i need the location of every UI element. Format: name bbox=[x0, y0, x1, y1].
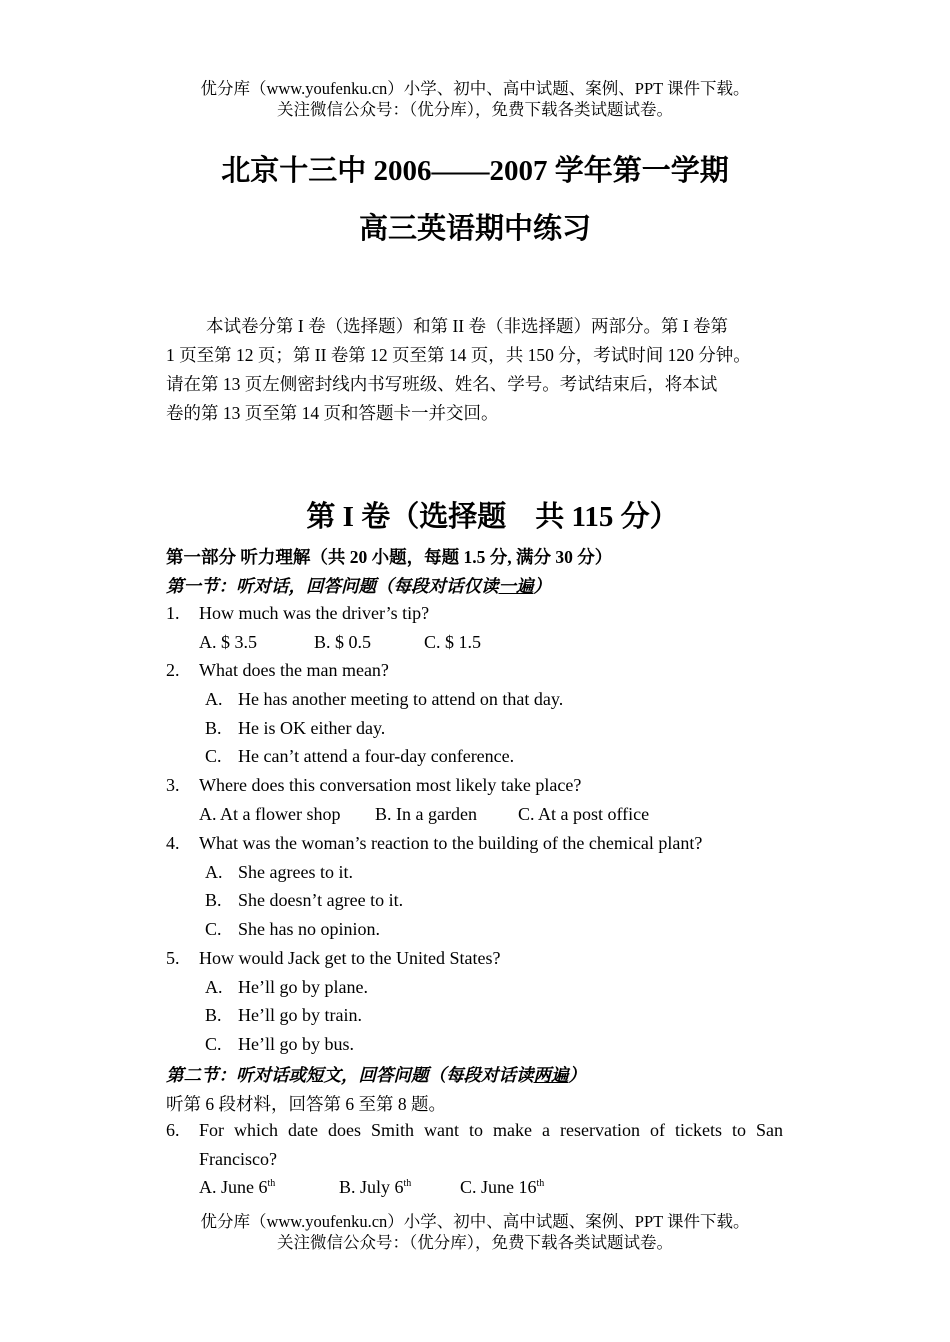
option-letter: A. bbox=[205, 977, 223, 997]
option-letter: C. bbox=[205, 1034, 222, 1054]
option-letter: A. bbox=[205, 862, 223, 882]
option-base: A. June 6 bbox=[199, 1177, 268, 1197]
section-1-underlined: 一遍 bbox=[498, 576, 534, 596]
section-1-suffix: ） bbox=[533, 576, 551, 596]
option-letter: B. bbox=[205, 890, 222, 910]
option: C. $ 1.5 bbox=[424, 632, 482, 652]
question-number: 5. bbox=[166, 948, 180, 968]
option: C. At a post office bbox=[518, 804, 650, 824]
option-sup: th bbox=[267, 1178, 276, 1189]
option-letter: B. bbox=[205, 718, 222, 738]
instruction-line: 1 页至第 12 页；第 II 卷第 12 页至第 14 页，共 150 分，考试时间 120 分钟。 bbox=[166, 345, 751, 365]
section-1-prefix: 第一节：听对话，回答问题（每段对话仅读 bbox=[166, 576, 499, 596]
option-text: She doesn’t agree to it. bbox=[238, 890, 404, 910]
option-letter: C. bbox=[205, 919, 222, 939]
option: B. In a garden bbox=[375, 804, 477, 824]
instruction-line: 请在第 13 页左侧密封线内书写班级、姓名、学号。考试结束后，将本试 bbox=[166, 374, 718, 394]
instruction-line: 本试卷分第 I 卷（选择题）和第 II 卷（非选择题）两部分。第 I 卷第 bbox=[206, 316, 729, 336]
exam-subtitle: 高三英语期中练习 bbox=[358, 213, 591, 245]
option-letter: B. bbox=[205, 1005, 222, 1025]
option-text: She agrees to it. bbox=[238, 862, 353, 882]
question-text: What does the man mean? bbox=[199, 660, 389, 680]
part-1-title: 第一部分 听力理解（共 20 小题，每题 1.5 分, 满分 30 分） bbox=[166, 547, 613, 567]
section-2-underlined: 两遍 bbox=[533, 1065, 569, 1085]
option-letter: C. bbox=[205, 746, 222, 766]
section-2-note: 听第 6 段材料，回答第 6 至第 8 题。 bbox=[166, 1094, 446, 1114]
option-text: She has no opinion. bbox=[238, 919, 380, 939]
instruction-line: 卷的第 13 页至第 14 页和答题卡一并交回。 bbox=[166, 403, 499, 423]
question-text-continued: Francisco? bbox=[199, 1149, 277, 1169]
option-sup: th bbox=[536, 1178, 545, 1189]
option-text: He’ll go by plane. bbox=[238, 977, 368, 997]
option-letter: A. bbox=[205, 689, 223, 709]
option-base: C. June 16 bbox=[460, 1177, 537, 1197]
exam-title: 北京十三中 2006——2007 学年第一学期 bbox=[221, 155, 729, 187]
section-2-prefix: 第二节：听对话或短文，回答问题（每段对话读 bbox=[166, 1065, 534, 1085]
option: B. $ 0.5 bbox=[314, 632, 372, 652]
question-text: For which date does Smith want to make a reservation of tickets to San bbox=[199, 1120, 783, 1140]
option: A. At a flower shop bbox=[199, 804, 341, 824]
header-line-1: 优分库（www.youfenku.cn）小学、初中、高中试题、案例、PPT 课件下载。 bbox=[200, 79, 750, 98]
question-text: What was the woman’s reaction to the building of the chemical plant? bbox=[199, 833, 703, 853]
option bbox=[199, 1177, 339, 1198]
question-number: 6. bbox=[166, 1120, 180, 1140]
option: A. $ 3.5 bbox=[199, 632, 257, 652]
question-text: Where does this conversation most likely take place? bbox=[199, 775, 582, 795]
section-2-suffix: ） bbox=[568, 1065, 586, 1085]
question-number: 3. bbox=[166, 775, 180, 795]
option-text: He has another meeting to attend on that day. bbox=[238, 689, 564, 709]
option-base: B. July 6 bbox=[339, 1177, 404, 1197]
volume-1-title: 第 I 卷（选择题 共 115 分） bbox=[306, 501, 679, 533]
footer-line-1: 优分库（www.youfenku.cn）小学、初中、高中试题、案例、PPT 课件下载。 bbox=[200, 1212, 750, 1231]
question-text: How would Jack get to the United States? bbox=[199, 948, 501, 968]
option-text: He can’t attend a four-day conference. bbox=[238, 746, 515, 766]
question-number: 4. bbox=[166, 833, 180, 853]
question-number: 1. bbox=[166, 603, 180, 623]
footer-line-2: 关注微信公众号：（优分库），免费下载各类试题试卷。 bbox=[277, 1233, 673, 1252]
page-header bbox=[0, 78, 950, 120]
option-row bbox=[199, 632, 481, 653]
option-text: He’ll go by train. bbox=[238, 1005, 362, 1025]
option-text: He is OK either day. bbox=[238, 718, 386, 738]
option-sup: th bbox=[403, 1178, 412, 1189]
section-1-title bbox=[166, 573, 551, 598]
section-2-title bbox=[166, 1062, 586, 1087]
question-text: How much was the driver’s tip? bbox=[199, 603, 430, 623]
option-row bbox=[199, 1177, 544, 1198]
option bbox=[460, 1177, 544, 1198]
page-footer bbox=[0, 1211, 950, 1253]
question-number: 2. bbox=[166, 660, 180, 680]
option bbox=[339, 1177, 460, 1198]
option-row bbox=[199, 804, 649, 825]
header-line-2: 关注微信公众号：（优分库），免费下载各类试题试卷。 bbox=[277, 100, 673, 119]
option-text: He’ll go by bus. bbox=[238, 1034, 354, 1054]
exam-instructions bbox=[166, 312, 791, 428]
